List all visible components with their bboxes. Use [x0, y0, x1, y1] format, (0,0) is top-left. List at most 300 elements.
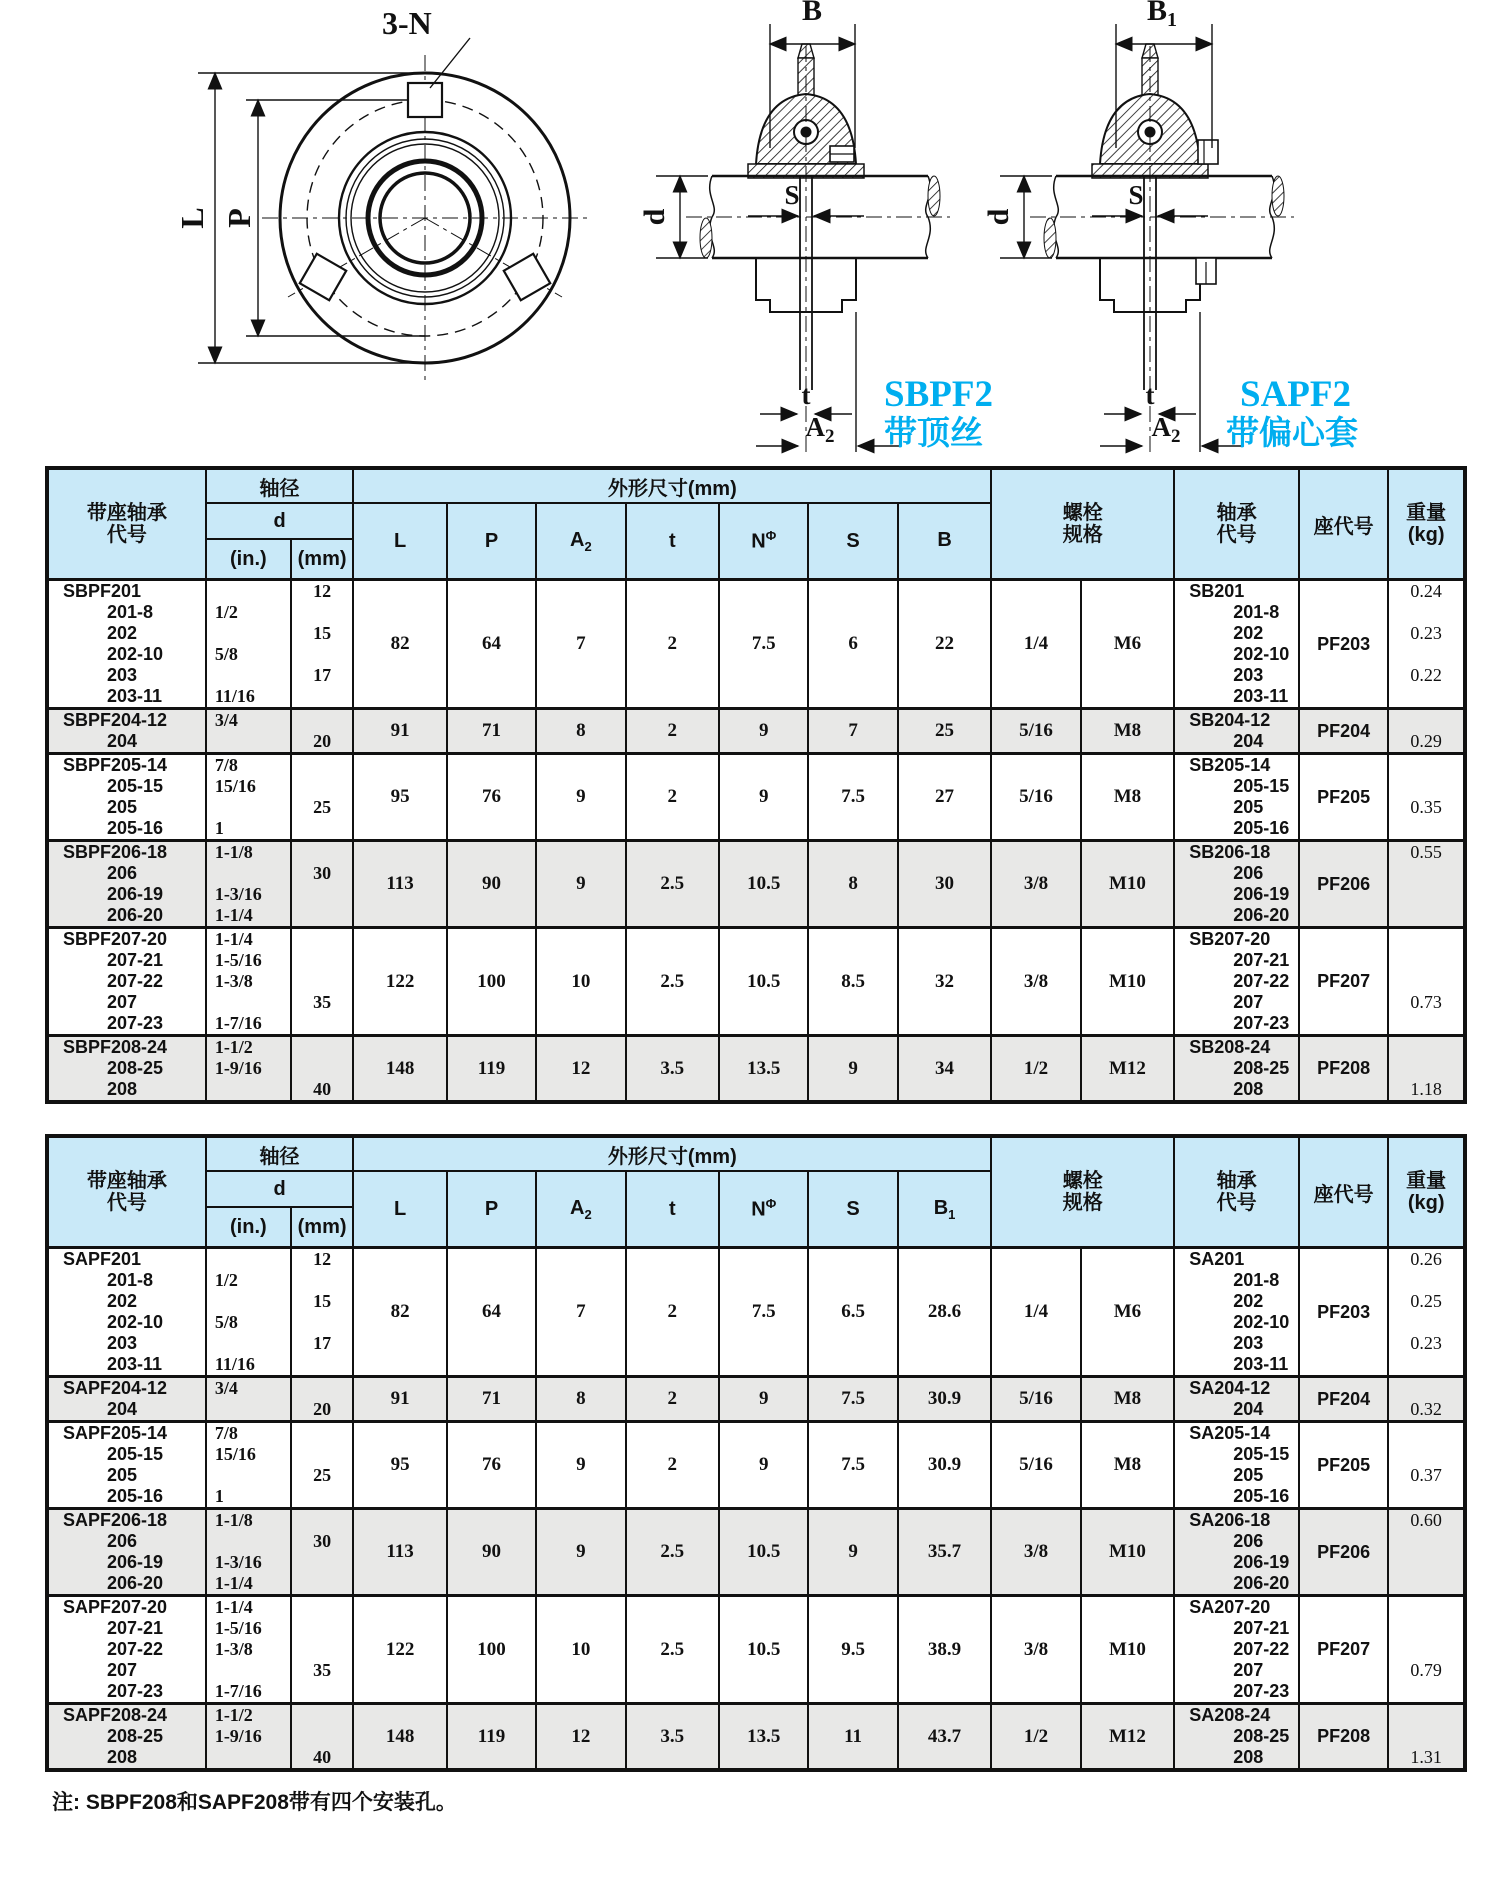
shaft-mm-cell-line [292, 1639, 352, 1660]
dim-value-cell-3: 2 [626, 1422, 720, 1509]
table-row [47, 1596, 1465, 1704]
weight-cell-line [1389, 950, 1463, 971]
bearing-code-cell-line: 206-20 [1233, 1573, 1290, 1593]
col-header-A2: $A_2$ [536, 1171, 625, 1248]
dim-value-cell-6: 27 [898, 754, 992, 841]
bearing-code-cell-line: 207-21 [1233, 1618, 1290, 1638]
dim-value-cell-4: 9 [719, 709, 808, 754]
shaft-inch-cell-line: 1-3/8 [214, 971, 253, 991]
shaft-inch-cell [206, 1036, 291, 1103]
housing-code-cell: PF206 [1299, 1509, 1388, 1596]
col-header-housing-code: 座代号 [1299, 1136, 1388, 1248]
dim-value-cell-2: 8 [536, 709, 625, 754]
shaft-mm-cell-line: 30 [313, 863, 332, 883]
weight-cell-line [1389, 884, 1463, 905]
weight-cell-line [1389, 1573, 1463, 1594]
shaft-mm-cell [291, 841, 353, 928]
col-header-mm: (mm) [291, 539, 353, 580]
col-header-housing-code: 座代号 [1299, 468, 1388, 580]
shaft-mm-cell-line: 12 [313, 581, 332, 601]
dim-value-cell-1: 71 [447, 709, 536, 754]
unit-code-cell-line: SBPF204-12 [63, 710, 168, 730]
shaft-inch-cell-line: 5/8 [214, 1312, 238, 1332]
dim-label-d-mid: d [638, 208, 671, 226]
weight-cell-line [1389, 1378, 1463, 1399]
mounting-hole-left [300, 254, 346, 300]
shaft-mm-cell-line [292, 602, 352, 623]
unit-code-cell [47, 1248, 206, 1377]
table-row [47, 1509, 1465, 1596]
shaft-mm-cell-line: 30 [313, 1531, 332, 1551]
shaft-inch-cell-line: 1-7/16 [214, 1681, 262, 1701]
bolt-spec-cell-0: 5/16 [991, 709, 1080, 754]
footnote: 注: SBPF208和SAPF208带有四个安装孔。 [52, 1791, 457, 1814]
unit-code-cell-line: 207-22 [107, 1639, 164, 1659]
shaft-inch-cell-line: 1 [214, 818, 224, 838]
dim-value-cell-6: 30 [898, 841, 992, 928]
shaft-mm-cell-line: 40 [313, 1747, 332, 1767]
bearing-code-cell [1174, 928, 1299, 1036]
dim-label-t-right: t [1145, 380, 1155, 410]
dim-value-cell-1: 64 [447, 580, 536, 709]
bearing-code-cell-line: 205-15 [1233, 1444, 1290, 1464]
table-row [47, 709, 1465, 754]
weight-cell-line: 0.26 [1410, 1249, 1442, 1269]
dim-value-cell-5: 7.5 [808, 1377, 897, 1422]
bolt-spec-cell-0: 5/16 [991, 754, 1080, 841]
dim-value-cell-2: 9 [536, 1422, 625, 1509]
dim-value-cell-2: 7 [536, 580, 625, 709]
dim-value-cell-5: 6.5 [808, 1248, 897, 1377]
weight-cell-line [1389, 863, 1463, 884]
col-header-N: $N^\Phi$ [719, 503, 808, 580]
bearing-code-cell [1174, 1377, 1299, 1422]
shaft-inch-cell-line: 1-3/16 [214, 1552, 262, 1572]
bearing-code-cell [1174, 1422, 1299, 1509]
bearing-code-cell [1174, 709, 1299, 754]
bearing-code-cell-line: 207-23 [1233, 1013, 1290, 1033]
dim-value-cell-5: 7.5 [808, 754, 897, 841]
unit-code-cell-line: 202-10 [107, 1312, 164, 1332]
unit-code-cell [47, 754, 206, 841]
bolt-spec-cell-1: M8 [1081, 1422, 1175, 1509]
weight-cell [1388, 928, 1465, 1036]
col-header-weight: 重量 (kg) [1388, 468, 1465, 580]
weight-cell-line [1389, 710, 1463, 731]
dim-value-cell-1: 71 [447, 1377, 536, 1422]
weight-cell-line [1389, 1681, 1463, 1702]
weight-cell-line: 1.31 [1410, 1747, 1442, 1767]
unit-code-cell-line: 207 [107, 992, 138, 1012]
bolt-spec-cell-0: 1/4 [991, 580, 1080, 709]
shaft-mm-cell-line: 25 [313, 797, 332, 817]
shaft-mm-cell-line [292, 1486, 352, 1507]
bearing-code-cell-line: 202 [1233, 1291, 1264, 1311]
unit-code-cell-line: 201-8 [107, 1270, 154, 1290]
col-header-t: t [626, 503, 720, 580]
unit-code-cell [47, 1377, 206, 1422]
bearing-code-cell-line: 207 [1233, 992, 1264, 1012]
shaft-inch-cell-line [207, 797, 290, 818]
dim-value-cell-6: 25 [898, 709, 992, 754]
shaft-mm-cell [291, 709, 353, 754]
weight-cell [1388, 1422, 1465, 1509]
shaft-inch-cell-line: 7/8 [214, 755, 238, 775]
shaft-mm-cell-line [292, 884, 352, 905]
shaft-inch-cell [206, 928, 291, 1036]
weight-cell [1388, 1036, 1465, 1103]
unit-code-cell-line: 205 [107, 797, 138, 817]
dim-value-cell-3: 3.5 [626, 1704, 720, 1771]
dim-value-cell-4: 13.5 [719, 1704, 808, 1771]
shaft-inch-cell-line [207, 1531, 290, 1552]
bolt-spec-cell-0: 3/8 [991, 841, 1080, 928]
weight-cell-line [1389, 776, 1463, 797]
shaft-inch-cell [206, 1596, 291, 1704]
shaft-inch-cell-line: 1-3/16 [214, 884, 262, 904]
mounting-hole-right [504, 254, 550, 300]
col-header-L: L [353, 503, 447, 580]
shaft-inch-cell-line: 3/4 [214, 1378, 238, 1398]
shaft-inch-cell-line: 1-1/2 [214, 1705, 253, 1725]
unit-code-cell-line: 203-11 [107, 686, 163, 706]
shaft-inch-cell-line: 1-5/16 [214, 950, 262, 970]
weight-cell [1388, 709, 1465, 754]
dim-value-cell-6: 22 [898, 580, 992, 709]
weight-cell-line: 0.60 [1410, 1510, 1442, 1530]
shaft-mm-cell [291, 754, 353, 841]
weight-cell-line [1389, 602, 1463, 623]
shaft-inch-cell-line: 1-1/4 [214, 929, 253, 949]
bolt-spec-cell-1: M10 [1081, 928, 1175, 1036]
bearing-code-cell-line: 207-23 [1233, 1681, 1290, 1701]
dim-value-cell-0: 113 [353, 841, 447, 928]
sbpf2-spec-table [45, 466, 1467, 1104]
col-header-t: t [626, 1171, 720, 1248]
shaft-inch-cell-line: 1-5/16 [214, 1618, 262, 1638]
shaft-inch-cell-line [207, 1747, 290, 1768]
shaft-mm-cell-line: 25 [313, 1465, 332, 1485]
callout-3N: 3-N [382, 5, 432, 41]
dim-value-cell-2: 10 [536, 928, 625, 1036]
dim-value-cell-2: 12 [536, 1036, 625, 1103]
bolt-spec-cell-0: 1/2 [991, 1704, 1080, 1771]
weight-cell-line: 0.24 [1410, 581, 1442, 601]
unit-code-cell-line: 207 [107, 1660, 138, 1680]
shaft-mm-cell-line [292, 1378, 352, 1399]
unit-code-cell-line: 206-20 [107, 905, 164, 925]
shaft-inch-cell-line [207, 1333, 290, 1354]
bearing-code-cell-line: SB205-14 [1189, 755, 1271, 775]
dim-value-cell-0: 82 [353, 1248, 447, 1377]
bearing-code-cell-line: 202-10 [1233, 1312, 1290, 1332]
bearing-code-cell [1174, 754, 1299, 841]
unit-code-cell-line: 206-20 [107, 1573, 164, 1593]
bearing-code-cell [1174, 580, 1299, 709]
dim-value-cell-0: 113 [353, 1509, 447, 1596]
unit-code-cell [47, 1509, 206, 1596]
shaft-inch-cell-line [207, 1291, 290, 1312]
col-header-L: L [353, 1171, 447, 1248]
dim-label-A2-right: $A_2$ [1151, 412, 1181, 447]
bearing-code-cell-line: SB208-24 [1189, 1037, 1271, 1057]
unit-code-cell-line: 208-25 [107, 1058, 164, 1078]
dim-value-cell-4: 9 [719, 754, 808, 841]
bearing-code-cell-line: 204 [1233, 731, 1264, 751]
dim-value-cell-3: 2 [626, 1377, 720, 1422]
weight-cell-line: 0.32 [1410, 1399, 1442, 1419]
weight-cell-line: 0.23 [1410, 623, 1442, 643]
dim-value-cell-0: 95 [353, 1422, 447, 1509]
weight-cell [1388, 580, 1465, 709]
bolt-spec-cell-1: M6 [1081, 580, 1175, 709]
shaft-inch-cell-line: 1-9/16 [214, 1726, 262, 1746]
table-header [47, 1136, 1465, 1248]
dim-value-cell-6: 34 [898, 1036, 992, 1103]
weight-cell-line [1389, 1597, 1463, 1618]
dim-label-B: B [801, 0, 823, 27]
weight-cell-line: 0.29 [1410, 731, 1442, 751]
shaft-mm-cell-line [292, 1705, 352, 1726]
shaft-mm-cell-line [292, 1552, 352, 1573]
bearing-code-cell-line: 206-20 [1233, 905, 1290, 925]
sapf2-code-label: SAPF2 [1240, 374, 1351, 415]
shaft-mm-cell-line: 17 [313, 1333, 332, 1353]
weight-cell-line [1389, 1013, 1463, 1034]
col-header-P: P [447, 503, 536, 580]
weight-cell-line [1389, 929, 1463, 950]
bearing-code-cell-line: SA207-20 [1189, 1597, 1271, 1617]
dim-value-cell-0: 122 [353, 1596, 447, 1704]
sbpf2-code-label: SBPF2 [884, 374, 993, 415]
col-header-unit-code: 带座轴承 代号 [47, 1136, 206, 1248]
col-header-B1: $B_1$ [898, 1171, 992, 1248]
col-header-N: $N^\Phi$ [719, 1171, 808, 1248]
col-header-bearing-code: 轴承 代号 [1174, 468, 1299, 580]
shaft-mm-cell-line [292, 818, 352, 839]
shaft-inch-cell [206, 1248, 291, 1377]
bearing-code-cell-line: 202-10 [1233, 644, 1290, 664]
shaft-mm-cell-line [292, 755, 352, 776]
unit-code-cell-line: 204 [107, 1399, 138, 1419]
weight-cell-line [1389, 1705, 1463, 1726]
dim-value-cell-1: 119 [447, 1036, 536, 1103]
shaft-mm-cell [291, 1248, 353, 1377]
shaft-mm-cell-line: 15 [313, 1291, 332, 1311]
unit-code-cell-line: SAPF206-18 [63, 1510, 168, 1530]
bolt-spec-cell-1: M8 [1081, 709, 1175, 754]
dim-value-cell-2: 12 [536, 1704, 625, 1771]
shaft-mm-cell-line [292, 1681, 352, 1702]
dim-value-cell-4: 7.5 [719, 580, 808, 709]
bearing-code-cell [1174, 1704, 1299, 1771]
bearing-code-cell-line: 206-19 [1233, 884, 1290, 904]
shaft-inch-cell-line: 1-9/16 [214, 1058, 262, 1078]
bearing-code-cell-line: SA208-24 [1189, 1705, 1271, 1725]
dim-value-cell-6: 35.7 [898, 1509, 992, 1596]
dim-value-cell-6: 28.6 [898, 1248, 992, 1377]
shaft-mm-cell-line [292, 905, 352, 926]
shaft-mm-cell [291, 1704, 353, 1771]
unit-code-cell-line: 208 [107, 1747, 138, 1767]
dim-value-cell-4: 9 [719, 1422, 808, 1509]
unit-code-cell-line: SAPF204-12 [63, 1378, 168, 1398]
unit-code-cell-line: 206-19 [107, 1552, 164, 1572]
bearing-code-cell-line: 201-8 [1233, 1270, 1280, 1290]
bearing-code-cell-line: 206-19 [1233, 1552, 1290, 1572]
col-header-inch: (in.) [206, 1207, 291, 1248]
unit-code-cell-line: 205 [107, 1465, 138, 1485]
bolt-spec-cell-1: M8 [1081, 1377, 1175, 1422]
weight-cell-line: 0.37 [1410, 1465, 1442, 1485]
table-row [47, 1377, 1465, 1422]
dim-value-cell-5: 9 [808, 1036, 897, 1103]
unit-code-cell-line: SBPF206-18 [63, 842, 168, 862]
shaft-mm-cell-line [292, 1423, 352, 1444]
unit-code-cell-line: 203 [107, 665, 138, 685]
dim-value-cell-3: 2.5 [626, 1509, 720, 1596]
weight-cell-line [1389, 1531, 1463, 1552]
dim-value-cell-4: 9 [719, 1377, 808, 1422]
weight-cell-line: 0.55 [1410, 842, 1442, 862]
shaft-mm-cell-line [292, 929, 352, 950]
dim-label-d-right: d [982, 208, 1015, 226]
bearing-code-cell-line: 201-8 [1233, 602, 1280, 622]
shaft-mm-cell [291, 580, 353, 709]
col-header-S: S [808, 1171, 897, 1248]
housing-code-cell: PF207 [1299, 1596, 1388, 1704]
weight-cell-line [1389, 1486, 1463, 1507]
unit-code-cell-line: 206 [107, 1531, 138, 1551]
unit-code-cell-line: SBPF208-24 [63, 1037, 168, 1057]
unit-code-cell-line: 205-15 [107, 776, 164, 796]
bearing-code-cell-line: 205 [1233, 797, 1264, 817]
dim-value-cell-4: 10.5 [719, 841, 808, 928]
unit-code-cell-line: 202 [107, 623, 138, 643]
bolt-spec-cell-0: 5/16 [991, 1422, 1080, 1509]
dim-value-cell-6: 43.7 [898, 1704, 992, 1771]
dim-value-cell-3: 3.5 [626, 1036, 720, 1103]
shaft-inch-cell [206, 580, 291, 709]
housing-code-cell: PF204 [1299, 1377, 1388, 1422]
weight-cell-line: 0.35 [1410, 797, 1442, 817]
table-row [47, 580, 1465, 709]
shaft-inch-cell-line: 1/2 [214, 1270, 238, 1290]
bolt-spec-cell-1: M12 [1081, 1036, 1175, 1103]
dim-value-cell-3: 2 [626, 754, 720, 841]
dim-value-cell-2: 9 [536, 841, 625, 928]
dim-value-cell-4: 7.5 [719, 1248, 808, 1377]
sapf2-desc-label: 带偏心套 [1226, 416, 1358, 452]
bearing-code-cell-line: SA201 [1189, 1249, 1245, 1269]
dim-value-cell-0: 95 [353, 754, 447, 841]
shaft-mm-cell [291, 1036, 353, 1103]
shaft-inch-cell-line [207, 665, 290, 686]
dim-label-L: L [174, 207, 210, 229]
unit-code-cell-line: 207-21 [107, 1618, 164, 1638]
shaft-mm-cell-line [292, 1444, 352, 1465]
bearing-code-cell [1174, 1036, 1299, 1103]
bearing-code-cell-line: 207-21 [1233, 950, 1290, 970]
table-row [47, 1248, 1465, 1377]
dim-value-cell-0: 91 [353, 1377, 447, 1422]
shaft-inch-cell [206, 1422, 291, 1509]
shaft-mm-cell-line [292, 1573, 352, 1594]
dim-value-cell-4: 10.5 [719, 1596, 808, 1704]
bearing-code-cell-line: 206 [1233, 1531, 1264, 1551]
shaft-inch-cell-line: 7/8 [214, 1423, 238, 1443]
weight-cell-line [1389, 1270, 1463, 1291]
shaft-mm-cell-line [292, 842, 352, 863]
shaft-mm-cell-line [292, 644, 352, 665]
bearing-code-cell-line: 203-11 [1233, 1354, 1289, 1374]
mounting-hole-top [408, 83, 442, 117]
bolt-spec-cell-1: M10 [1081, 1509, 1175, 1596]
bolt-spec-cell-0: 3/8 [991, 1509, 1080, 1596]
weight-cell-line [1389, 971, 1463, 992]
bearing-code-cell-line: 207-22 [1233, 1639, 1290, 1659]
dim-value-cell-3: 2.5 [626, 928, 720, 1036]
dim-value-cell-1: 100 [447, 928, 536, 1036]
bearing-code-cell-line: 207 [1233, 1660, 1264, 1680]
unit-code-cell-line: 205-16 [107, 818, 164, 838]
table-row [47, 928, 1465, 1036]
dim-value-cell-1: 119 [447, 1704, 536, 1771]
col-header-mm: (mm) [291, 1207, 353, 1248]
sbpf2-desc-label: 带顶丝 [884, 416, 983, 452]
dim-label-S-mid: S [784, 180, 800, 210]
bolt-spec-cell-0: 3/8 [991, 1596, 1080, 1704]
unit-code-cell-line: 207-23 [107, 1013, 164, 1033]
col-header-inch: (in.) [206, 539, 291, 580]
shaft-inch-cell [206, 1377, 291, 1422]
bearing-code-cell-line: SB207-20 [1189, 929, 1271, 949]
shaft-mm-cell-line [292, 1312, 352, 1333]
unit-code-cell [47, 1596, 206, 1704]
dim-value-cell-5: 7 [808, 709, 897, 754]
table-row [47, 1422, 1465, 1509]
dim-value-cell-1: 76 [447, 754, 536, 841]
weight-cell [1388, 754, 1465, 841]
shaft-mm-cell-line: 40 [313, 1079, 332, 1099]
housing-code-cell: PF208 [1299, 1704, 1388, 1771]
dim-label-P: P [221, 208, 257, 228]
dim-label-A2-mid: $A_2$ [805, 412, 835, 447]
unit-code-cell-line: 208 [107, 1079, 138, 1099]
shaft-mm-cell-line: 20 [313, 1399, 332, 1419]
col-header-bolt: 螺栓 规格 [991, 1136, 1174, 1248]
bearing-code-cell-line: 207-22 [1233, 971, 1290, 991]
unit-code-cell-line: 205-16 [107, 1486, 164, 1506]
dim-value-cell-0: 148 [353, 1704, 447, 1771]
shaft-inch-cell-line: 1-7/16 [214, 1013, 262, 1033]
shaft-mm-cell-line [292, 710, 352, 731]
dim-value-cell-5: 8.5 [808, 928, 897, 1036]
bolt-spec-cell-1: M8 [1081, 754, 1175, 841]
unit-code-cell [47, 928, 206, 1036]
weight-cell-line [1389, 818, 1463, 839]
shaft-mm-cell-line [292, 776, 352, 797]
unit-code-cell-line: 207-21 [107, 950, 164, 970]
sbpf2-table-section [45, 466, 1467, 1104]
weight-cell [1388, 1596, 1465, 1704]
weight-cell [1388, 1248, 1465, 1377]
col-header-B: B [898, 503, 992, 580]
bolt-spec-cell-1: M10 [1081, 1596, 1175, 1704]
dim-value-cell-2: 9 [536, 1509, 625, 1596]
shaft-mm-cell [291, 1596, 353, 1704]
shaft-inch-cell-line: 1 [214, 1486, 224, 1506]
